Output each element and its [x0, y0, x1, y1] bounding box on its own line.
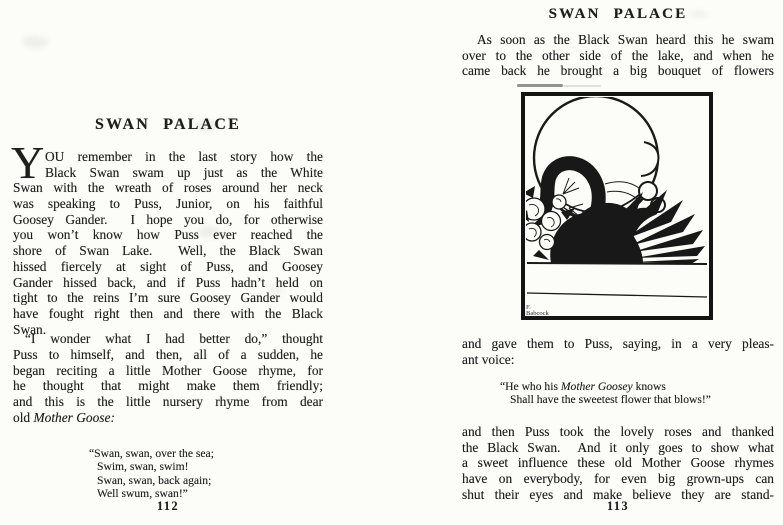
- text-line: Swan, swan, back again;: [97, 473, 212, 487]
- text-line: shore of Swan Lake. Well, the Black Swan: [13, 243, 323, 259]
- text-line: came back he brought a big bouquet of flowers: [462, 63, 774, 79]
- left-paragraph-1: [13, 149, 323, 337]
- left-paragraph-2: [13, 331, 323, 425]
- drop-cap: Y: [11, 137, 45, 188]
- text-line: Gander hissed back, and if Puss hadn’t held on: [13, 274, 323, 290]
- text-line: the Black Swan. And it only goes to show what: [462, 439, 774, 455]
- text-line: Puss to himself, and then, all of a sudden, he: [13, 347, 323, 363]
- right-paragraph-2: [462, 336, 774, 367]
- text-line: and this is the little nursery rhyme from dear: [13, 394, 323, 410]
- print-smudge: [563, 85, 601, 87]
- text-line: he thought that might make them friendly;: [13, 378, 323, 394]
- text-line: shut their eyes and make believe they are stand-: [462, 486, 774, 502]
- artist-signature: F. Babcock: [526, 304, 549, 317]
- text-line: old Mother Goose:: [13, 409, 115, 425]
- text-line: have on everybody, for even big grown-ups can: [462, 471, 774, 487]
- text-line: Swim, swan, swim!: [97, 460, 189, 474]
- text-line: Goosey Gander. I hope you do, for otherwise: [13, 211, 323, 227]
- text-line: you won’t know how Puss ever reached the: [13, 227, 323, 243]
- left-verse: [89, 447, 329, 501]
- text-line: and then Puss took the lovely roses and thanked: [462, 424, 774, 439]
- right-paragraph-3: [462, 424, 774, 502]
- right-paragraph-1: [462, 32, 774, 79]
- chapter-title: SWAN PALACE: [94, 116, 242, 133]
- right-verse: [500, 380, 760, 407]
- text-line: Well swum, swan!”: [97, 487, 188, 501]
- page-number-right: 113: [606, 499, 630, 513]
- text-line: “He who his Mother Goosey knows: [500, 380, 666, 393]
- text-line: hissed fiercely at sight of Puss, and Goosey: [13, 258, 323, 274]
- text-line: have fought right then and there with the Black: [13, 305, 323, 321]
- text-line: was speaking to Puss, Junior, on his faithful: [13, 196, 323, 212]
- text-line: Shall have the sweetest flower that blows!”: [510, 393, 711, 407]
- black-swan-drawing: [521, 92, 713, 320]
- text-line: OU remember in the last story how the: [45, 149, 323, 164]
- text-line: Swan with the wreath of roses around her neck: [13, 180, 323, 196]
- running-header: SWAN PALACE: [548, 6, 688, 22]
- text-line: a sweet influence these old Mother Goose rhymes: [462, 455, 774, 471]
- black-swan-illustration: [521, 92, 713, 320]
- text-line: and gave them to Puss, saying, in a very pleas-: [462, 336, 774, 351]
- text-line: tight to the reins I’m sure Goosey Gander would: [13, 290, 323, 306]
- text-line: began reciting a little Mother Goose rhyme, for: [13, 362, 323, 378]
- scan-blot: [22, 36, 48, 48]
- text-line: over to the other side of the lake, and when he: [462, 47, 774, 63]
- text-line: Swan.: [13, 321, 47, 337]
- text-line: “I wonder what I had better do,” thought: [25, 331, 323, 347]
- text-line: “Swan, swan, over the sea;: [89, 447, 214, 460]
- text-line: Black Swan swam up just as the White: [45, 164, 323, 180]
- page-number-left: 112: [156, 499, 180, 513]
- text-line: As soon as the Black Swan heard this he swam: [477, 32, 774, 47]
- text-line: ant voice:: [462, 351, 515, 367]
- print-smudge: [517, 84, 563, 87]
